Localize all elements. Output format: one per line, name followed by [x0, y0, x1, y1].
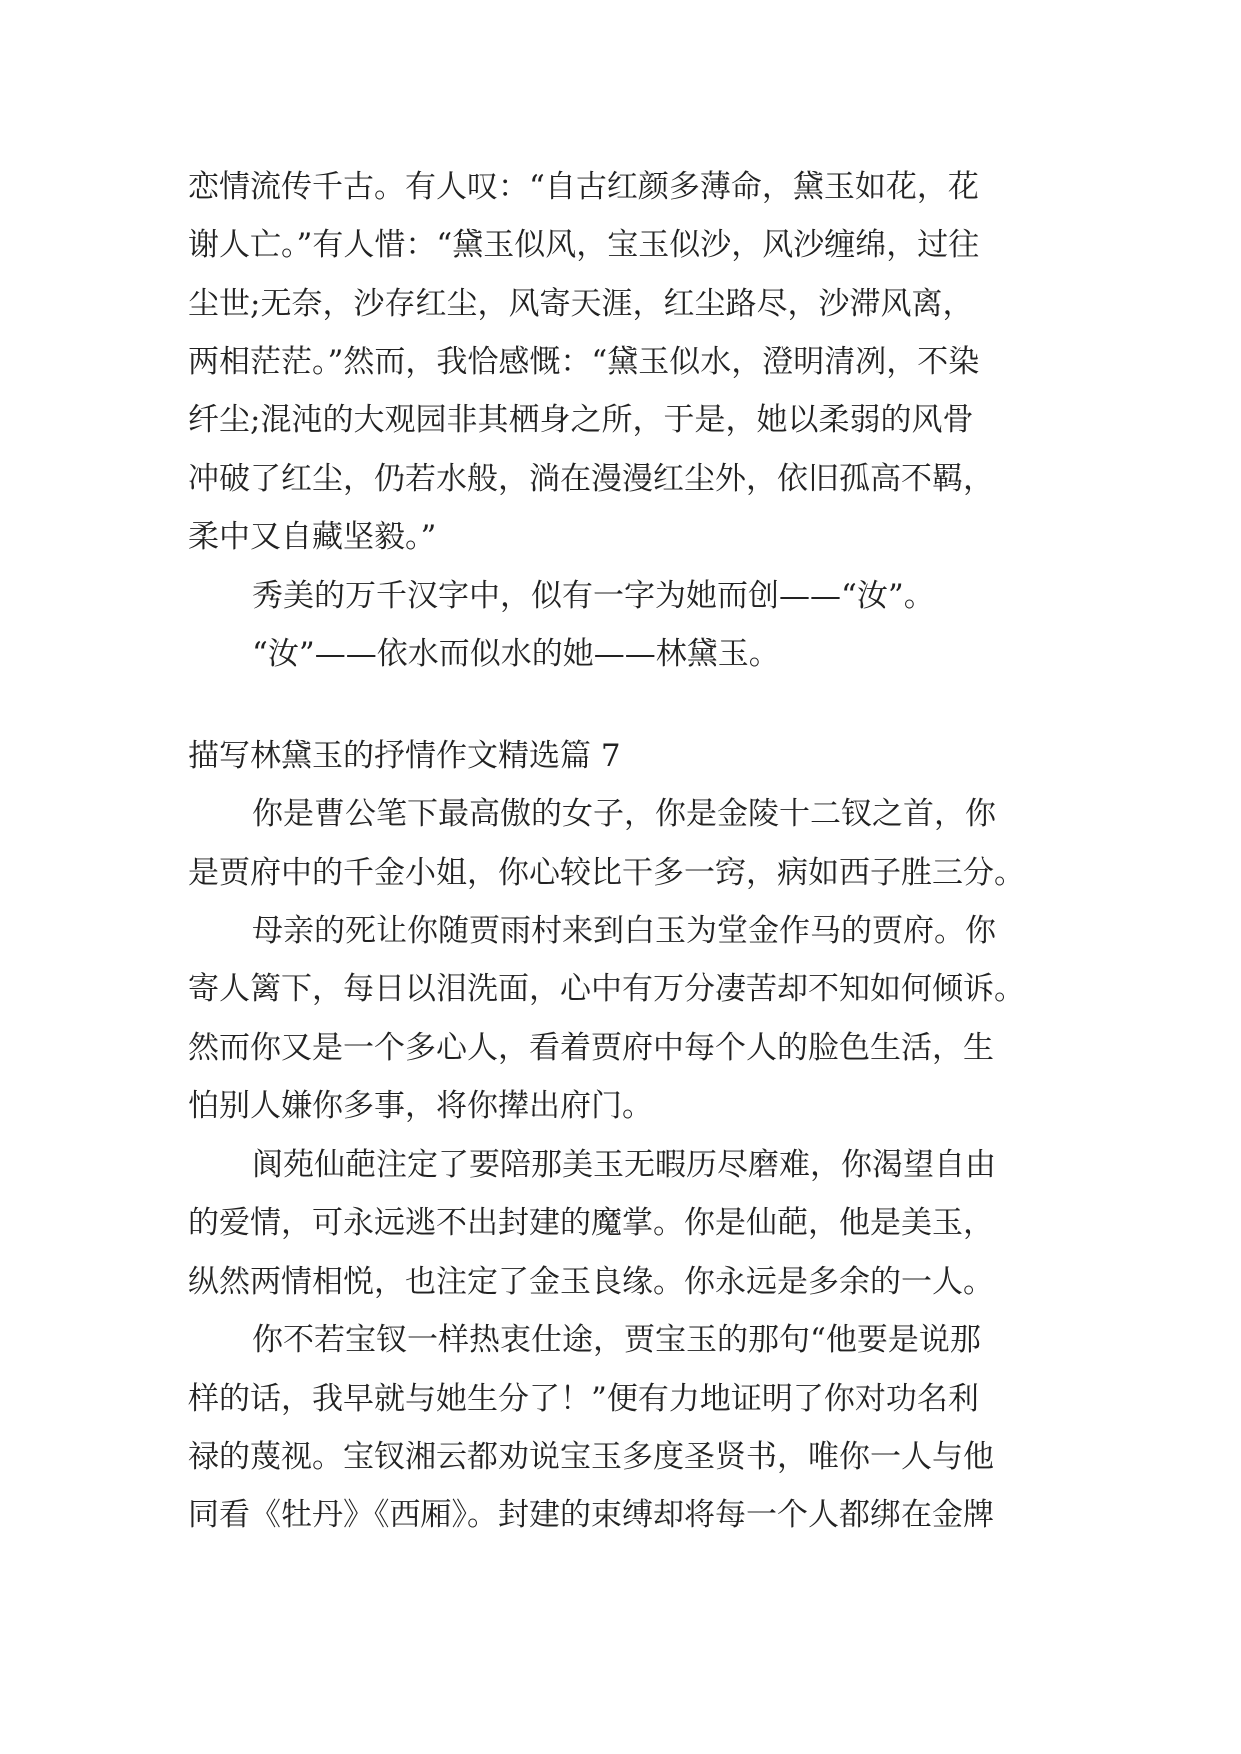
text-line: 寄人篱下，每日以泪洗面，心中有万分凄苦却不知如何倾诉。: [188, 971, 1025, 1007]
text-line: 阆苑仙葩注定了要陪那美玉无暇历尽磨难，你渴望自由: [252, 1147, 996, 1183]
text-line: 你是曹公笔下最高傲的女子，你是金陵十二钗之首，你: [252, 796, 996, 832]
text-line: 纵然两情相悦，也注定了金玉良缘。你永远是多余的一人。: [188, 1264, 994, 1300]
section-title: 描写林黛玉的抒情作文精选篇 7: [188, 738, 621, 774]
text-line: 同看《牡丹》《西厢》。封建的束缚却将每一个人都绑在金牌: [188, 1497, 994, 1533]
text-line: 你不若宝钗一样热衷仕途，贾宝玉的那句“他要是说那: [252, 1322, 981, 1358]
text-line: 纤尘;混沌的大观园非其栖身之所，于是，她以柔弱的风骨: [188, 402, 974, 438]
text-line: 然而你又是一个多心人，看着贾府中每个人的脸色生活，生: [188, 1030, 994, 1066]
text-line: 冲破了红尘，仍若水般，淌在漫漫红尘外，依旧孤高不羁，: [188, 461, 994, 497]
text-line: 谢人亡。”有人惜：“黛玉似风，宝玉似沙，风沙缠绵，过往: [188, 227, 980, 263]
text-line: 是贾府中的千金小姐，你心较比干多一窍，病如西子胜三分。: [188, 855, 1025, 891]
paragraph: 秀美的万千汉字中，似有一字为她而创——“汝”。: [252, 578, 935, 614]
text-line: 两相茫茫。”然而，我恰感慨：“黛玉似水，澄明清冽，不染: [188, 344, 980, 380]
text-line: 禄的蔑视。宝钗湘云都劝说宝玉多度圣贤书，唯你一人与他: [188, 1439, 994, 1475]
text-line: 恋情流传千古。有人叹：“自古红颜多薄命，黛玉如花，花: [188, 169, 979, 205]
paragraph: “汝”——依水而似水的她——林黛玉。: [252, 636, 780, 672]
text-line: 样的话，我早就与她生分了！”便有力地证明了你对功名利: [188, 1381, 979, 1417]
text-line: 柔中又自藏坚毅。”: [188, 519, 437, 555]
text-line: 怕别人嫌你多事，将你撵出府门。: [188, 1088, 653, 1124]
text-line: 母亲的死让你随贾雨村来到白玉为堂金作马的贾府。你: [252, 913, 996, 949]
text-line: 尘世;无奈，沙存红尘，风寄天涯，红尘路尽，沙滞风离，: [188, 286, 974, 322]
text-line: 的爱情，可永远逃不出封建的魔掌。你是仙葩，他是美玉，: [188, 1205, 994, 1241]
